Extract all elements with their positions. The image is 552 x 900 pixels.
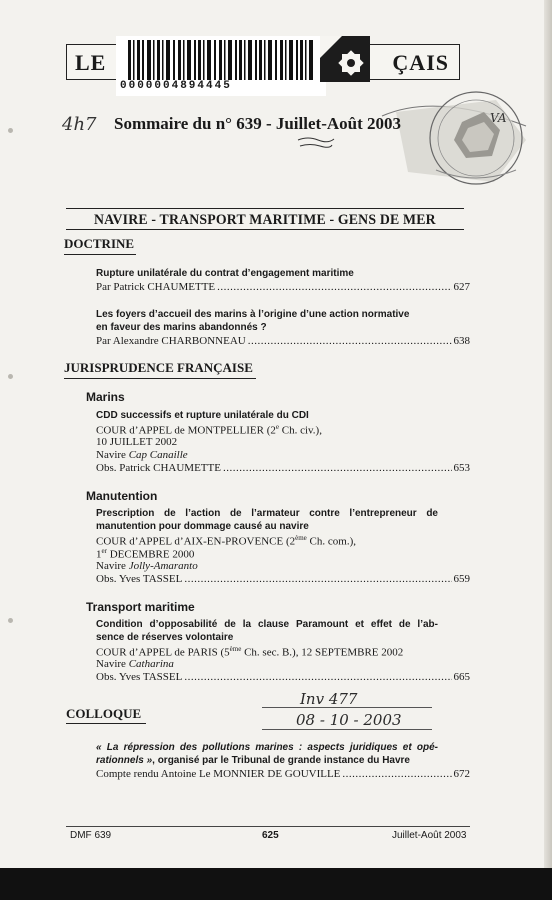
article-author: Par Patrick CHAUMETTE	[96, 281, 216, 293]
footer-journal-issue: DMF 639	[70, 830, 112, 841]
library-stamp-icon	[376, 86, 534, 190]
article-title: Condition d’opposabilité de la clause Paramount et effet de l’ab-	[96, 619, 438, 630]
issue-summary-title: Sommaire du n° 639 - Juillet-Août 2003	[114, 114, 401, 133]
subheading-manutention: Manutention	[86, 489, 158, 503]
page-number: 672	[453, 768, 470, 780]
handwritten-squiggle-icon	[296, 136, 336, 150]
article-title: manutention pour dommage causé au navire	[96, 521, 309, 532]
article-title: CDD successifs et rupture unilatérale du CDI	[96, 410, 309, 421]
subheading-marins: Marins	[86, 390, 125, 404]
handwritten-underline	[262, 707, 432, 708]
binding-hole	[8, 618, 13, 623]
toc-entry	[96, 462, 470, 474]
court-line: COUR d’APPEL de PARIS (5ème Ch. sec. B.), 12 SEPTEMBRE 2002	[96, 645, 404, 659]
leader-dots	[184, 573, 451, 585]
footer-date: Juillet-Août 2003	[392, 830, 467, 841]
toc-entry	[96, 335, 470, 347]
section-top-rule	[66, 208, 464, 209]
toc-entry	[96, 768, 470, 780]
heading-colloque-underline	[66, 723, 146, 724]
leader-dots	[223, 462, 452, 474]
observations-author: Obs. Yves TASSEL	[96, 573, 183, 585]
leader-dots	[184, 671, 451, 683]
subheading-transport-maritime: Transport maritime	[86, 600, 195, 614]
leader-dots	[342, 768, 451, 780]
ship-line: Navire Catharina	[96, 658, 174, 670]
decision-date: 10 JUILLET 2002	[96, 436, 178, 448]
heading-doctrine-underline	[64, 254, 136, 255]
article-title: Rupture unilatérale du contrat d’engagement maritime	[96, 268, 354, 279]
heading-jurisprudence-underline	[64, 378, 256, 379]
report-author: Compte rendu Antoine Le MONNIER DE GOUVILLE	[96, 768, 341, 780]
binding-hole	[8, 374, 13, 379]
footer-rule	[66, 826, 470, 827]
observations-author: Obs. Patrick CHAUMETTE	[96, 462, 221, 474]
page-number: 659	[453, 573, 470, 585]
heading-doctrine: DOCTRINE	[64, 236, 135, 251]
leader-dots	[248, 335, 452, 347]
barcode-number: 0000004894445	[120, 80, 232, 92]
heading-jurisprudence: JURISPRUDENCE FRANÇAISE	[64, 360, 253, 375]
handwritten-registration-date: 08 - 10 - 2003	[296, 711, 402, 729]
colloquium-title: rationnels », organisé par le Tribunal de grande instance du Havre	[96, 755, 410, 766]
ship-line: Navire Jolly-Amaranto	[96, 560, 198, 572]
handwritten-underline	[262, 729, 432, 730]
page-number: 665	[453, 671, 470, 683]
footer-page-number: 625	[262, 830, 279, 841]
section-bottom-rule	[66, 229, 464, 230]
decision-date: 1er DECEMBRE 2000	[96, 547, 195, 561]
barcode-icon	[128, 40, 314, 80]
library-barcode-label	[116, 36, 326, 96]
page-edge-shadow	[544, 0, 552, 900]
section-title: NAVIRE - TRANSPORT MARITIME - GENS DE MER	[94, 212, 436, 228]
page-number: 653	[453, 462, 470, 474]
page-number: 638	[453, 335, 470, 347]
svg-text:VA: VA	[490, 111, 507, 125]
journal-title-right: ÇAIS	[392, 50, 449, 75]
heading-colloque: COLLOQUE	[66, 706, 142, 721]
observations-author: Obs. Yves TASSEL	[96, 671, 183, 683]
article-author: Par Alexandre CHARBONNEAU	[96, 335, 246, 347]
article-title: en faveur des marins abandonnés ?	[96, 322, 267, 333]
handwritten-reference: 4h7	[62, 114, 97, 135]
leader-dots	[217, 281, 451, 293]
page-number: 627	[453, 281, 470, 293]
article-title: Prescription de l’action de l’armateur contre l’entrepreneur de	[96, 508, 438, 519]
toc-entry	[96, 573, 470, 585]
court-line: COUR d’APPEL de MONTPELLIER (2e Ch. civ.),	[96, 423, 322, 437]
publisher-logo-icon	[320, 36, 370, 82]
journal-title-left: LE	[75, 50, 107, 75]
toc-entry	[96, 281, 470, 293]
toc-entry	[96, 671, 470, 683]
scan-bottom-border	[0, 868, 552, 900]
handwritten-inventory-number: Inv 477	[300, 690, 358, 708]
court-line: COUR d’APPEL d’AIX-EN-PROVENCE (2ème Ch. com.),	[96, 534, 356, 548]
colloquium-title: « La répression des pollutions marines : aspects juridiques et opé-	[96, 742, 438, 753]
binding-hole	[8, 128, 13, 133]
article-title: Les foyers d’accueil des marins à l’origine d’une action normative	[96, 309, 410, 320]
ship-line: Navire Cap Canaille	[96, 449, 188, 461]
article-title: sence de réserves volontaire	[96, 632, 234, 643]
